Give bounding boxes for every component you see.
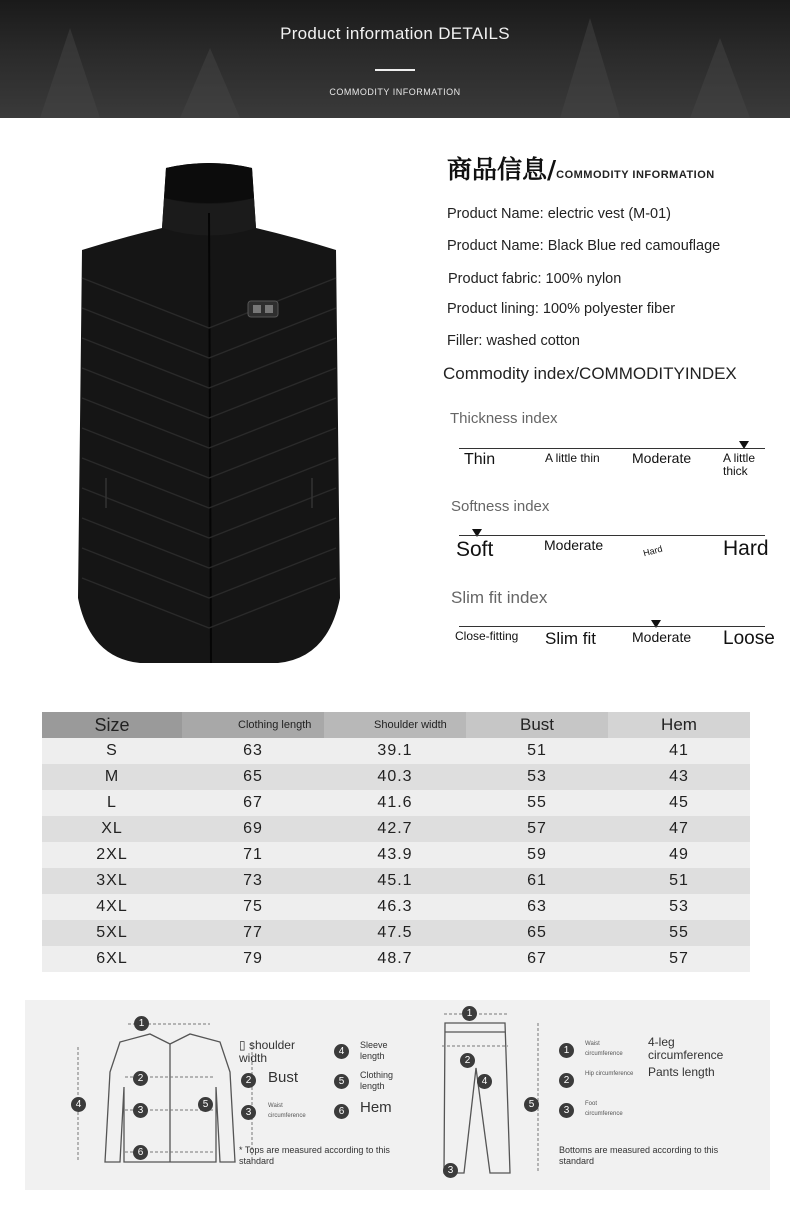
table-row xyxy=(42,894,750,920)
table-cell: 73 xyxy=(182,868,324,894)
vest-product-image xyxy=(78,158,340,668)
table-cell: 5XL xyxy=(42,920,182,946)
table-cell: 63 xyxy=(466,894,608,920)
slim-fit-tick: Moderate xyxy=(632,629,692,645)
measure-point-5: 5 xyxy=(198,1097,213,1112)
thickness-tick: A little xyxy=(723,451,756,465)
table-row xyxy=(42,868,750,894)
table-row xyxy=(42,920,750,946)
table-cell: 47 xyxy=(608,816,750,842)
table-row xyxy=(42,946,750,972)
measurement-guide xyxy=(25,1000,770,1190)
measure-point-2: 2 xyxy=(133,1071,148,1086)
thickness-tick: Moderate xyxy=(632,450,692,466)
info-product-color: Product Name: Black Blue red camouflage xyxy=(447,238,721,254)
size-chart-table xyxy=(42,712,750,972)
softness-tick: Hard xyxy=(723,537,769,560)
pants-legend-hip: Hip circumference xyxy=(585,1071,634,1077)
commodity-index-title: Commodity index/COMMODITYINDEX xyxy=(443,364,737,383)
pants-point-1: 1 xyxy=(462,1006,477,1021)
table-cell: XL xyxy=(42,816,182,842)
slim-fit-tick: Slim fit xyxy=(545,629,596,648)
table-cell: 59 xyxy=(466,842,608,868)
size-chart-body xyxy=(42,738,750,972)
table-cell: 79 xyxy=(182,946,324,972)
table-row xyxy=(42,738,750,764)
slim-fit-tick: Loose xyxy=(723,628,775,649)
table-cell: 43.9 xyxy=(324,842,466,868)
table-cell: 41.6 xyxy=(324,790,466,816)
banner-divider xyxy=(375,69,415,71)
table-cell: 55 xyxy=(466,790,608,816)
legend-clothing: Clothing length xyxy=(360,1070,394,1091)
table-cell: 57 xyxy=(608,946,750,972)
table-cell: 75 xyxy=(182,894,324,920)
table-cell: 77 xyxy=(182,920,324,946)
table-cell: 39.1 xyxy=(324,738,466,764)
softness-tick: Hard xyxy=(642,543,664,559)
pants-legend-badge-2: 2 xyxy=(559,1073,574,1088)
tops-note: * Tops are measured according to this standard xyxy=(239,1145,390,1166)
softness-index-label: Softness index xyxy=(451,498,550,515)
column-header: Hem xyxy=(608,712,750,738)
table-cell: 53 xyxy=(608,894,750,920)
table-cell: S xyxy=(42,738,182,764)
header-banner xyxy=(0,0,790,118)
legend-hem: Hem xyxy=(360,1099,392,1116)
table-cell: 3XL xyxy=(42,868,182,894)
legend-badge-2: 2 xyxy=(241,1073,256,1088)
table-cell: 47.5 xyxy=(324,920,466,946)
legend-badge-3: 3 xyxy=(241,1105,256,1120)
pants-legend-length: Pants length xyxy=(648,1065,715,1079)
table-cell: 45.1 xyxy=(324,868,466,894)
legend-sleeve: Sleeve length xyxy=(360,1040,388,1061)
table-cell: 71 xyxy=(182,842,324,868)
heading-cn: 商品信息/ xyxy=(447,155,557,184)
table-cell: 69 xyxy=(182,816,324,842)
pants-legend-badge-1: 1 xyxy=(559,1043,574,1058)
legend-shoulder: ▯ shoulder width xyxy=(239,1038,295,1065)
measure-point-1: 1 xyxy=(134,1016,149,1031)
thickness-scale xyxy=(459,448,765,449)
table-cell: 53 xyxy=(466,764,608,790)
pants-point-5: 5 xyxy=(524,1097,539,1112)
table-row xyxy=(42,842,750,868)
heading-en: COMMODITY INFORMATION xyxy=(556,169,715,181)
thickness-tick: thick xyxy=(723,464,748,478)
pants-legend-badge-3: 3 xyxy=(559,1103,574,1118)
table-cell: 40.3 xyxy=(324,764,466,790)
table-cell: 2XL xyxy=(42,842,182,868)
table-header-row xyxy=(42,712,750,738)
table-cell: 67 xyxy=(466,946,608,972)
table-cell: 57 xyxy=(466,816,608,842)
slim-fit-tick: Close-fitting xyxy=(455,629,519,643)
softness-scale xyxy=(459,535,765,536)
bottoms-note: Bottoms are measured according to this standard xyxy=(559,1145,719,1166)
table-cell: L xyxy=(42,790,182,816)
table-cell: 42.7 xyxy=(324,816,466,842)
table-cell: 45 xyxy=(608,790,750,816)
table-row xyxy=(42,764,750,790)
table-cell: 48.7 xyxy=(324,946,466,972)
table-cell: 41 xyxy=(608,738,750,764)
column-header: Shoulder width xyxy=(324,712,466,738)
table-cell: M xyxy=(42,764,182,790)
column-header: Bust xyxy=(466,712,608,738)
legend-badge-6: 6 xyxy=(334,1104,349,1119)
table-cell: 43 xyxy=(608,764,750,790)
measure-point-3: 3 xyxy=(133,1103,148,1118)
pants-point-2: 2 xyxy=(460,1053,475,1068)
table-cell: 51 xyxy=(608,868,750,894)
measure-point-4: 4 xyxy=(71,1097,86,1112)
slim-fit-index-label: Slim fit index xyxy=(451,588,548,607)
banner-subtitle: COMMODITY INFORMATION xyxy=(329,87,461,97)
info-fabric: Product fabric: 100% nylon xyxy=(448,271,622,287)
column-header: Clothing length xyxy=(182,712,324,738)
thickness-tick: Thin xyxy=(464,451,496,468)
softness-tick: Soft xyxy=(456,538,494,561)
slim-fit-scale xyxy=(459,626,765,627)
column-header: Size xyxy=(42,712,182,738)
legend-waist: Waist circumference xyxy=(268,1103,306,1119)
banner-title: Product information DETAILS xyxy=(280,24,510,43)
table-row xyxy=(42,790,750,816)
legend-badge-4: 4 xyxy=(334,1044,349,1059)
legend-badge-5: 5 xyxy=(334,1074,349,1089)
pants-legend-waist: Waist circumference xyxy=(585,1041,623,1057)
table-cell: 65 xyxy=(182,764,324,790)
table-row xyxy=(42,816,750,842)
info-product-name: Product Name: electric vest (M-01) xyxy=(447,206,672,222)
commodity-info-heading xyxy=(447,150,767,190)
info-filler: Filler: washed cotton xyxy=(447,333,580,349)
table-cell: 46.3 xyxy=(324,894,466,920)
table-cell: 65 xyxy=(466,920,608,946)
table-cell: 4XL xyxy=(42,894,182,920)
table-cell: 61 xyxy=(466,868,608,894)
pants-legend-foot: Foot circumference xyxy=(585,1101,623,1117)
pants-legend-leg: 4-leg circumference xyxy=(648,1035,724,1062)
pants-point-3: 3 xyxy=(443,1163,458,1178)
thickness-tick: A little thin xyxy=(545,451,600,465)
softness-tick: Moderate xyxy=(544,537,604,553)
table-cell: 6XL xyxy=(42,946,182,972)
tree-silhouette xyxy=(180,48,240,118)
pants-diagram-icon xyxy=(420,1008,550,1183)
measure-point-6: 6 xyxy=(133,1145,148,1160)
pants-point-4: 4 xyxy=(477,1074,492,1089)
table-cell: 63 xyxy=(182,738,324,764)
table-cell: 67 xyxy=(182,790,324,816)
table-cell: 55 xyxy=(608,920,750,946)
table-cell: 51 xyxy=(466,738,608,764)
tree-silhouette xyxy=(690,38,750,118)
table-cell: 49 xyxy=(608,842,750,868)
thickness-index-label: Thickness index xyxy=(450,410,558,427)
legend-bust: Bust xyxy=(268,1069,299,1086)
info-lining: Product lining: 100% polyester fiber xyxy=(447,301,676,317)
